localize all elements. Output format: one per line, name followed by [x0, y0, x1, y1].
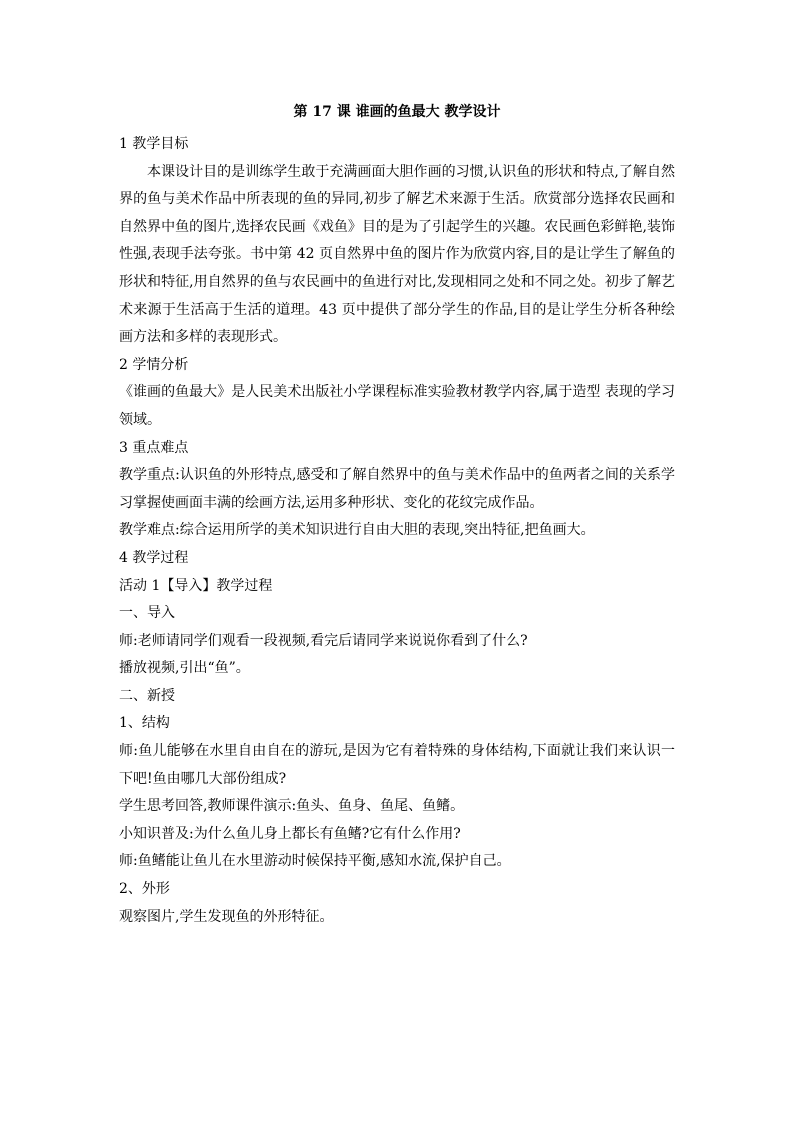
section-heading-key-points: 3 重点难点	[119, 439, 189, 456]
subheading-new-lesson: 二、新授	[119, 687, 175, 704]
objectives-paragraph: 本课设计目的是训练学生敢于充满画面大胆作画的习惯,认识鱼的形状和特点,了解自然界的鱼与美术作品中所表现的鱼的异同,初步了解艺术来源于生活。欣赏部分选择农民画和自然界中鱼的图片,选择农民画《戏鱼》目的是为了引起学生的兴趣。农民画色彩鲜艳,装饰性强,表现手法夸张。书中第 42 页自然界中鱼的图片作为欣赏内容,目的是让学生了解鱼的形状和特征,用自然界的鱼与农民画中的鱼进行对比,发现相同之处和不同之处。初步了解艺术来源于生活高于生活的道理。43 页中提供了部分学生的作品,目的是让学生分析各种绘画方法和多样的表现形式。	[119, 163, 675, 346]
item-shape: 2、外形	[119, 881, 170, 898]
intro-teacher-line: 师:老师请同学们观看一段视频,看完后请同学来说说你看到了什么?	[119, 632, 528, 649]
item-structure: 1、结构	[119, 715, 170, 732]
document-title: 第 17 课 谁画的鱼最大 教学设计	[293, 104, 501, 120]
document-body	[119, 131, 675, 931]
structure-student-line: 学生思考回答,教师课件演示:鱼头、鱼身、鱼尾、鱼鳍。	[119, 798, 465, 815]
difficulty-paragraph: 教学难点:综合运用所学的美术知识进行自由大胆的表现,突出特征,把鱼画大。	[119, 522, 595, 539]
activity-heading: 活动 1【导入】教学过程	[119, 577, 273, 594]
fin-answer-line: 师:鱼鳍能让鱼儿在水里游动时候保持平衡,感知水流,保护自己。	[119, 853, 511, 870]
section-heading-analysis: 2 学情分析	[119, 356, 189, 373]
intro-video-line: 播放视频,引出“鱼”。	[119, 660, 250, 677]
structure-teacher-line: 师:鱼儿能够在水里自由自在的游玩,是因为它有着特殊的身体结构,下面就让我们来认识一下吧!鱼由哪几大部份组成?	[119, 743, 675, 787]
analysis-paragraph: 《谁画的鱼最大》是人民美术出版社小学课程标准实验教材教学内容,属于造型 表现的学习领域。	[119, 384, 675, 428]
subheading-intro: 一、导入	[119, 605, 175, 622]
section-heading-process: 4 教学过程	[119, 549, 189, 566]
shape-observe-line: 观察图片,学生发现鱼的外形特征。	[119, 908, 334, 925]
knowledge-tip-line: 小知识普及:为什么鱼儿身上都长有鱼鳍?它有什么作用?	[119, 825, 461, 842]
key-point-paragraph: 教学重点:认识鱼的外形特点,感受和了解自然界中的鱼与美术作品中的鱼两者之间的关系学习掌握使画面丰满的绘画方法,运用多种形状、变化的花纹完成作品。	[119, 467, 675, 511]
section-heading-objectives: 1 教学目标	[119, 136, 189, 152]
